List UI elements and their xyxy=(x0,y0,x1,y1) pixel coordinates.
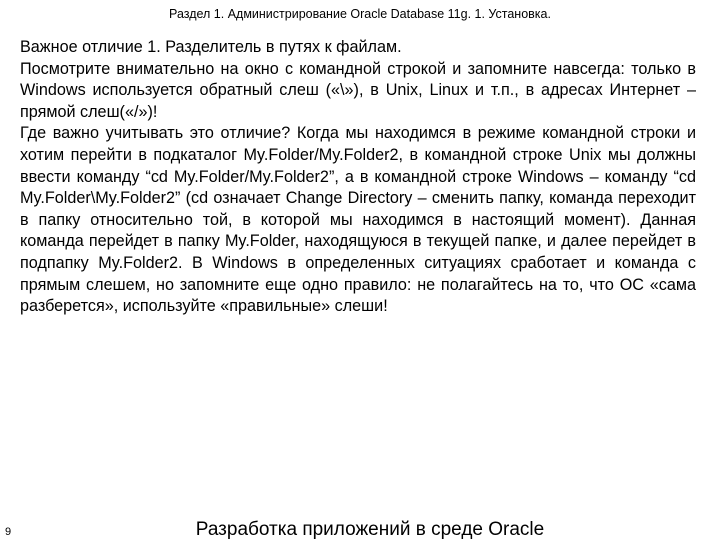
paragraph-explanation: Где важно учитывать это отличие? Когда мы находимся в режиме командной строки и хотим перейти в подкаталог My.Folder/My.Folder2, в командной строке Unix мы должны ввести команду “cd My.Folder/My.Folder2”, а в командной строке Windows – команду “cd My.Folder\My.Folder2” (cd означает Change Directory – сменить папку, команда переходит в папку относительно той, в которой мы находимся в настоящий момент). Данная команда перейдет в папку My.Folder, находящуюся в текущей папке, и далее перейдет в подпапку My.Folder2. В Windows в определенных ситуациях сработает и команда с прямым слешем, но запомните еще одно правило: не полагайтесь на то, что ОС «сама разберется», используйте «правильные» слеши! xyxy=(20,124,696,316)
main-text xyxy=(20,37,696,318)
section-title: Важное отличие 1. Разделитель в путях к файлам. xyxy=(20,38,402,56)
paragraph-slash-rule: Посмотрите внимательно на окно с командной строкой и запомните навсегда: только в Windows используется обратный слеш («\»), в Unix, Linux и т.п., в адресах Интернет – прямой слеш(«/»)! xyxy=(20,59,696,121)
page-number: 9 xyxy=(5,526,12,538)
page-header: Раздел 1. Администрирование Oracle Database 11g. 1. Установка. xyxy=(169,7,551,21)
page-footer: Разработка приложений в среде Oracle xyxy=(195,519,545,540)
